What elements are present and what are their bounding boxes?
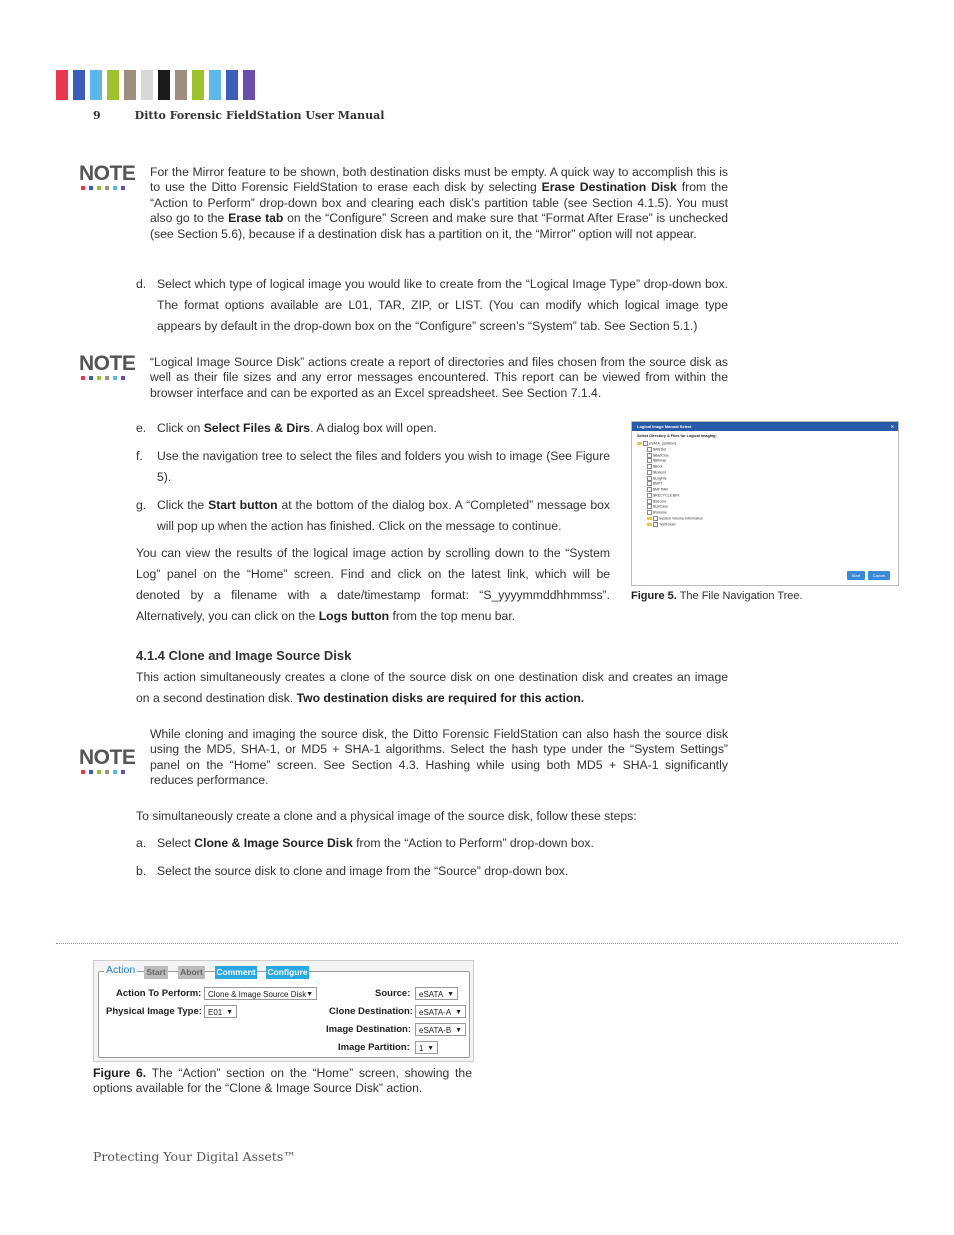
figure-5-caption: Figure 5. The File Navigation Tree. bbox=[631, 590, 803, 602]
dropdown-arrow-icon: ▼ bbox=[226, 1009, 233, 1016]
folder-icon bbox=[637, 442, 642, 445]
checkbox-icon[interactable] bbox=[647, 510, 652, 515]
section-paragraph: This action simultaneously creates a clone of the source disk on one destination disk and creates an image on a second destination disk. Two destination disks are required for this action. bbox=[136, 670, 728, 705]
tree-item-label: $RECYCLE.BIN bbox=[653, 493, 679, 498]
abort-button[interactable]: Abort bbox=[178, 966, 205, 979]
figure-5-dialog bbox=[631, 421, 899, 586]
figure-6-action-panel bbox=[93, 960, 474, 1062]
dropdown-arrow-icon: ▼ bbox=[455, 1009, 462, 1016]
dropdown-arrow-icon: ▼ bbox=[427, 1045, 434, 1052]
tree-item-label: $Secure bbox=[653, 498, 667, 503]
checkbox-icon[interactable] bbox=[647, 464, 652, 469]
note-label: NOTE bbox=[79, 746, 136, 769]
physical-image-type-label: Physical Image Type: bbox=[106, 1006, 202, 1017]
dropdown-arrow-icon: ▼ bbox=[306, 991, 313, 998]
brand-bar bbox=[226, 70, 238, 100]
brand-bar bbox=[73, 70, 85, 100]
note-label: NOTE bbox=[79, 162, 136, 185]
step-a: a. Select Clone & Image Source Disk from the “Action to Perform” drop-down box. bbox=[136, 836, 594, 850]
note-1-text: For the Mirror feature to be shown, both destination disks must be empty. A quick way to accomplish this is to use the Ditto Forensic FieldStation to erase each disk by selecting Erase Destination Disk from the “Action to Perform” drop-down box and clearing each disk’s partition table (see Section 4.1.5). You must also go to the Erase tab on the “Configure” Screen and make sure that “Format After Erase” is unchecked (see Section 5.6), because if a destination disk has a partition on it, the “Mirror” option will not appear. bbox=[150, 165, 728, 241]
results-paragraph: You can view the results of the logical image action by scrolling down to the “System Log” panel on the “Home” screen. Find and click on the latest link, which will be denoted by a filename with a date/timestamp format: “S_yyyymmddhhmmss”. Alternatively, you can click on the Logs button from the top menu bar. bbox=[136, 546, 610, 623]
brand-bar bbox=[192, 70, 204, 100]
tree-item-label: $Bitmap bbox=[653, 458, 667, 463]
note-2-text: “Logical Image Source Disk” actions create a report of directories and files chosen from the source disk as well as their file sizes and any error messages encountered. This report can be viewed from within the browser interface and can be exported as an Excel spreadsheet. See Section 7.1.4. bbox=[150, 355, 728, 400]
tree-item-label: $MFT bbox=[653, 481, 663, 486]
tree-item-label: $Extend bbox=[653, 470, 667, 475]
tree-item-label: $MFTMirr bbox=[653, 487, 669, 492]
brand-bar bbox=[124, 70, 136, 100]
folder-icon bbox=[647, 523, 652, 526]
dialog-subtitle: Select Directory & Files for Logical Imaging: bbox=[637, 434, 717, 438]
section-heading: 4.1.4 Clone and Image Source Disk bbox=[136, 648, 352, 663]
page-number: 9 bbox=[93, 109, 101, 122]
dialog-titlebar: Logical Image Manual Select ✕ bbox=[632, 422, 898, 431]
brand-bar bbox=[56, 70, 68, 100]
checkbox-icon[interactable] bbox=[647, 470, 652, 475]
tree-item[interactable] bbox=[637, 522, 898, 528]
brand-bar bbox=[107, 70, 119, 100]
manual-title: Ditto Forensic FieldStation User Manual bbox=[134, 109, 385, 122]
figure-6-caption: Figure 6. The “Action” section on the “Home” screen, showing the options available for the “Clone & Image Source Disk” action. bbox=[93, 1066, 472, 1096]
source-label: Source: bbox=[375, 988, 411, 999]
source-select[interactable]: eSATA ▼ bbox=[415, 987, 458, 1000]
note-squares bbox=[81, 376, 125, 380]
note-label: NOTE bbox=[79, 352, 136, 375]
dropdown-arrow-icon: ▼ bbox=[455, 1027, 462, 1034]
brand-bar bbox=[90, 70, 102, 100]
checkbox-icon[interactable] bbox=[647, 453, 652, 458]
step-g: g. Click the Start button at the bottom of the dialog box. A “Completed” message box will pop up when the action has finished. Click on the message to continue. bbox=[136, 498, 610, 533]
tree-item-label: $Volume bbox=[653, 510, 667, 515]
comment-button[interactable]: Comment bbox=[216, 967, 256, 977]
note-3-text: While cloning and imaging the source disk, the Ditto Forensic FieldStation can also hash the source disk using the MD5, SHA-1, or MD5 + SHA-1 algorithms. Select the hash type under the “System Settings” panel on the “Home” screen. See Section 4.3. Hashing while using both MD5 + SHA-1 significantly reduces performance. bbox=[150, 727, 728, 788]
footer-tagline: Protecting Your Digital Assets™ bbox=[93, 1149, 296, 1164]
tree-item-label: $BadClus bbox=[653, 452, 669, 457]
close-icon[interactable]: ✕ bbox=[890, 424, 894, 429]
tree-item-label: $LogFile bbox=[653, 475, 667, 480]
image-partition-label: Image Partition: bbox=[338, 1042, 410, 1053]
divider bbox=[56, 943, 898, 944]
start-button[interactable]: Start bbox=[144, 966, 168, 979]
clone-destination-select[interactable]: eSATA-A ▼ bbox=[415, 1005, 466, 1018]
folder-icon bbox=[647, 517, 652, 520]
tree-item-label: eSATA_partition1 bbox=[649, 441, 677, 446]
brand-bar bbox=[158, 70, 170, 100]
step-e: e. Click on Select Files & Dirs. A dialog box will open. bbox=[136, 421, 437, 435]
brand-color-bars bbox=[56, 70, 255, 100]
checkbox-icon[interactable] bbox=[647, 476, 652, 481]
image-destination-select[interactable]: eSATA-B ▼ bbox=[415, 1023, 466, 1036]
checkbox-icon[interactable] bbox=[643, 441, 648, 446]
tree-item-label: $Boot bbox=[653, 464, 663, 469]
step-f: f. Use the navigation tree to select the files and folders you wish to image (See Figure 5). bbox=[136, 449, 610, 484]
checkbox-icon[interactable] bbox=[647, 447, 652, 452]
start-button[interactable]: Start bbox=[847, 571, 865, 580]
note-squares bbox=[81, 186, 125, 190]
page-header bbox=[93, 109, 384, 122]
tree-item-label: $AttrDef bbox=[653, 447, 667, 452]
brand-bar bbox=[209, 70, 221, 100]
action-to-perform-label: Action To Perform: bbox=[116, 988, 202, 999]
checkbox-icon[interactable] bbox=[647, 487, 652, 492]
image-destination-label: Image Destination: bbox=[326, 1024, 411, 1035]
tree-item-label: System Volume Information bbox=[659, 516, 703, 521]
checkbox-icon[interactable] bbox=[653, 522, 658, 527]
physical-image-type-select[interactable]: E01 ▼ bbox=[204, 1005, 237, 1018]
step-b: b. Select the source disk to clone and image from the “Source” drop-down box. bbox=[136, 864, 569, 878]
clone-destination-label: Clone Destination: bbox=[329, 1006, 413, 1017]
checkbox-icon[interactable] bbox=[653, 516, 658, 521]
action-to-perform-select[interactable]: Clone & Image Source Disk ▼ bbox=[204, 987, 317, 1000]
steps-intro: To simultaneously create a clone and a physical image of the source disk, follow these steps: bbox=[136, 809, 637, 823]
checkbox-icon[interactable] bbox=[647, 499, 652, 504]
step-d: d. Select which type of logical image you would like to create from the “Logical Image Type” drop-down box. The format options available are L01, TAR, ZIP, or LIST. (You can modify which logical image type appears by default in the drop-down box on the “Configure” screen’s “System” tab. See Section 5.1.) bbox=[136, 277, 728, 333]
action-legend: Action bbox=[106, 964, 136, 976]
note-squares bbox=[81, 770, 125, 774]
brand-bar bbox=[141, 70, 153, 100]
cancel-button[interactable]: Cancel bbox=[868, 571, 890, 580]
checkbox-icon[interactable] bbox=[647, 458, 652, 463]
configure-button[interactable]: Configure bbox=[267, 967, 308, 977]
brand-bar bbox=[243, 70, 255, 100]
image-partition-select[interactable]: 1 ▼ bbox=[415, 1041, 438, 1054]
file-tree bbox=[632, 441, 898, 527]
checkbox-icon[interactable] bbox=[647, 493, 652, 498]
brand-bar bbox=[175, 70, 187, 100]
checkbox-icon[interactable] bbox=[647, 481, 652, 486]
tree-item-label: $UpCase bbox=[653, 504, 668, 509]
tree-item-label: TestFolder bbox=[659, 521, 676, 526]
checkbox-icon[interactable] bbox=[647, 504, 652, 509]
dropdown-arrow-icon: ▼ bbox=[447, 991, 454, 998]
